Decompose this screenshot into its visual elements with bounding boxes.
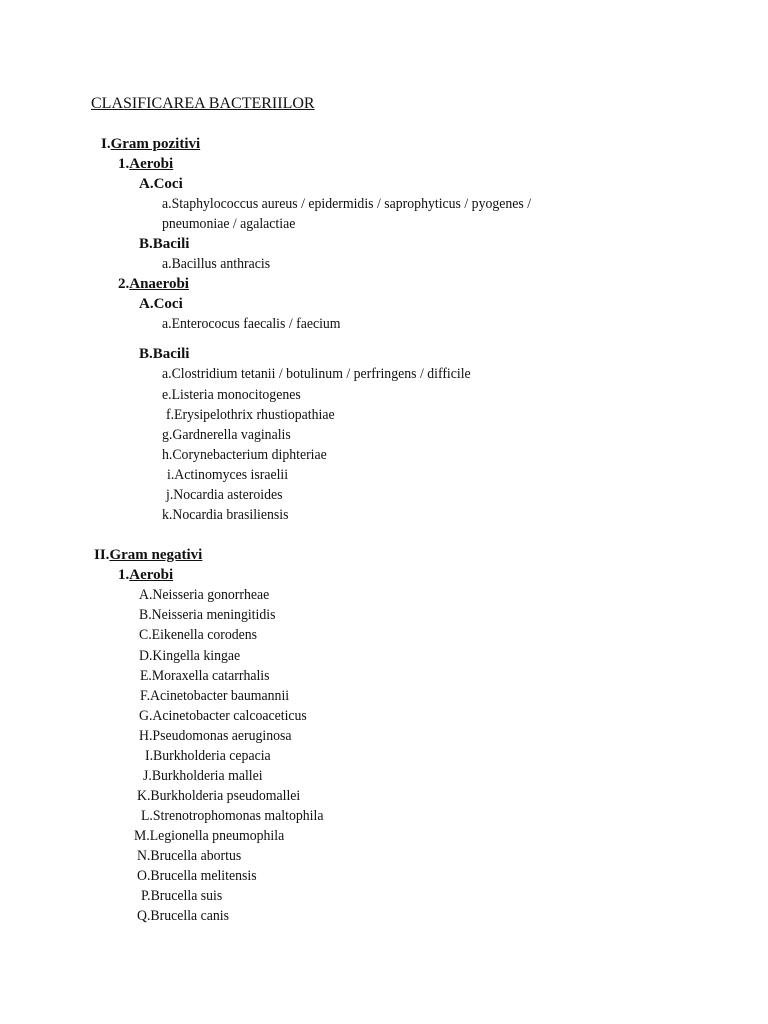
list-item: P.Brucella suis (141, 888, 223, 904)
list-item: I.Burkholderia cepacia (145, 748, 271, 764)
list-item: F.Acinetobacter baumannii (140, 688, 290, 704)
section-1-aerobi-bacili-label: B.Bacili (139, 236, 190, 252)
section-2-aerobi-title: Aerobi (129, 567, 174, 583)
list-item: C.Eikenella corodens (139, 627, 258, 643)
section-2-numeral: II. (94, 547, 110, 563)
list-item: O.Brucella melitensis (137, 868, 257, 884)
section-1-numeral: I. (101, 136, 111, 152)
list-item: H.Pseudomonas aeruginosa (139, 728, 292, 744)
section-1-anaerobi-number: 2. (118, 276, 130, 292)
list-item: j.Nocardia asteroides (166, 487, 283, 503)
list-item: A.Neisseria gonorrheae (139, 587, 270, 603)
list-item: i.Actinomyces israelii (167, 467, 289, 483)
list-item: K.Burkholderia pseudomallei (137, 788, 301, 804)
section-1-aerobi-title: Aerobi (129, 156, 174, 172)
section-1-aerobi-coci-label: A.Coci (139, 176, 183, 192)
list-item: k.Nocardia brasiliensis (162, 507, 289, 523)
section-1-anaerobi-coci-label: A.Coci (139, 296, 183, 312)
section-2-heading (94, 545, 202, 565)
section-1-aerobi-heading (118, 154, 173, 174)
section-2-aerobi-heading (118, 565, 173, 585)
list-item: pneumoniae / agalactiae (162, 216, 296, 232)
list-item: M.Legionella pneumophila (134, 828, 285, 844)
list-item: a.Bacillus anthracis (162, 256, 271, 272)
section-1-title: Gram pozitivi (110, 136, 201, 152)
list-item: Q.Brucella canis (137, 908, 229, 924)
list-item: N.Brucella abortus (137, 848, 242, 864)
list-item: a.Enterococus faecalis / faecium (162, 316, 341, 332)
list-item: a.Staphylococcus aureus / epidermidis / saprophyticus / pyogenes / (162, 196, 532, 212)
list-item: h.Corynebacterium diphteriae (162, 447, 327, 463)
list-item: B.Neisseria meningitidis (139, 607, 276, 623)
list-item: g.Gardnerella vaginalis (162, 427, 291, 443)
section-1-anaerobi-bacili-label: B.Bacili (139, 346, 190, 362)
section-1-aerobi-number: 1. (118, 156, 130, 172)
list-item: G.Acinetobacter calcoaceticus (139, 708, 307, 724)
list-item: a.Clostridium tetanii / botulinum / perfringens / difficile (162, 366, 471, 382)
section-1-anaerobi-heading (118, 274, 189, 294)
section-2-title: Gram negativi (109, 547, 203, 563)
list-item: J.Burkholderia mallei (143, 768, 263, 784)
document-title: CLASIFICAREA BACTERIILOR (91, 95, 315, 112)
list-item: D.Kingella kingae (139, 648, 241, 664)
list-item: f.Erysipelothrix rhustiopathiae (166, 407, 335, 423)
section-2-aerobi-number: 1. (118, 567, 130, 583)
list-item: e.Listeria monocitogenes (162, 387, 301, 403)
list-item: E.Moraxella catarrhalis (140, 668, 270, 684)
section-1-anaerobi-title: Anaerobi (129, 276, 189, 292)
section-1-heading (101, 134, 200, 154)
list-item: L.Strenotrophomonas maltophila (141, 808, 324, 824)
